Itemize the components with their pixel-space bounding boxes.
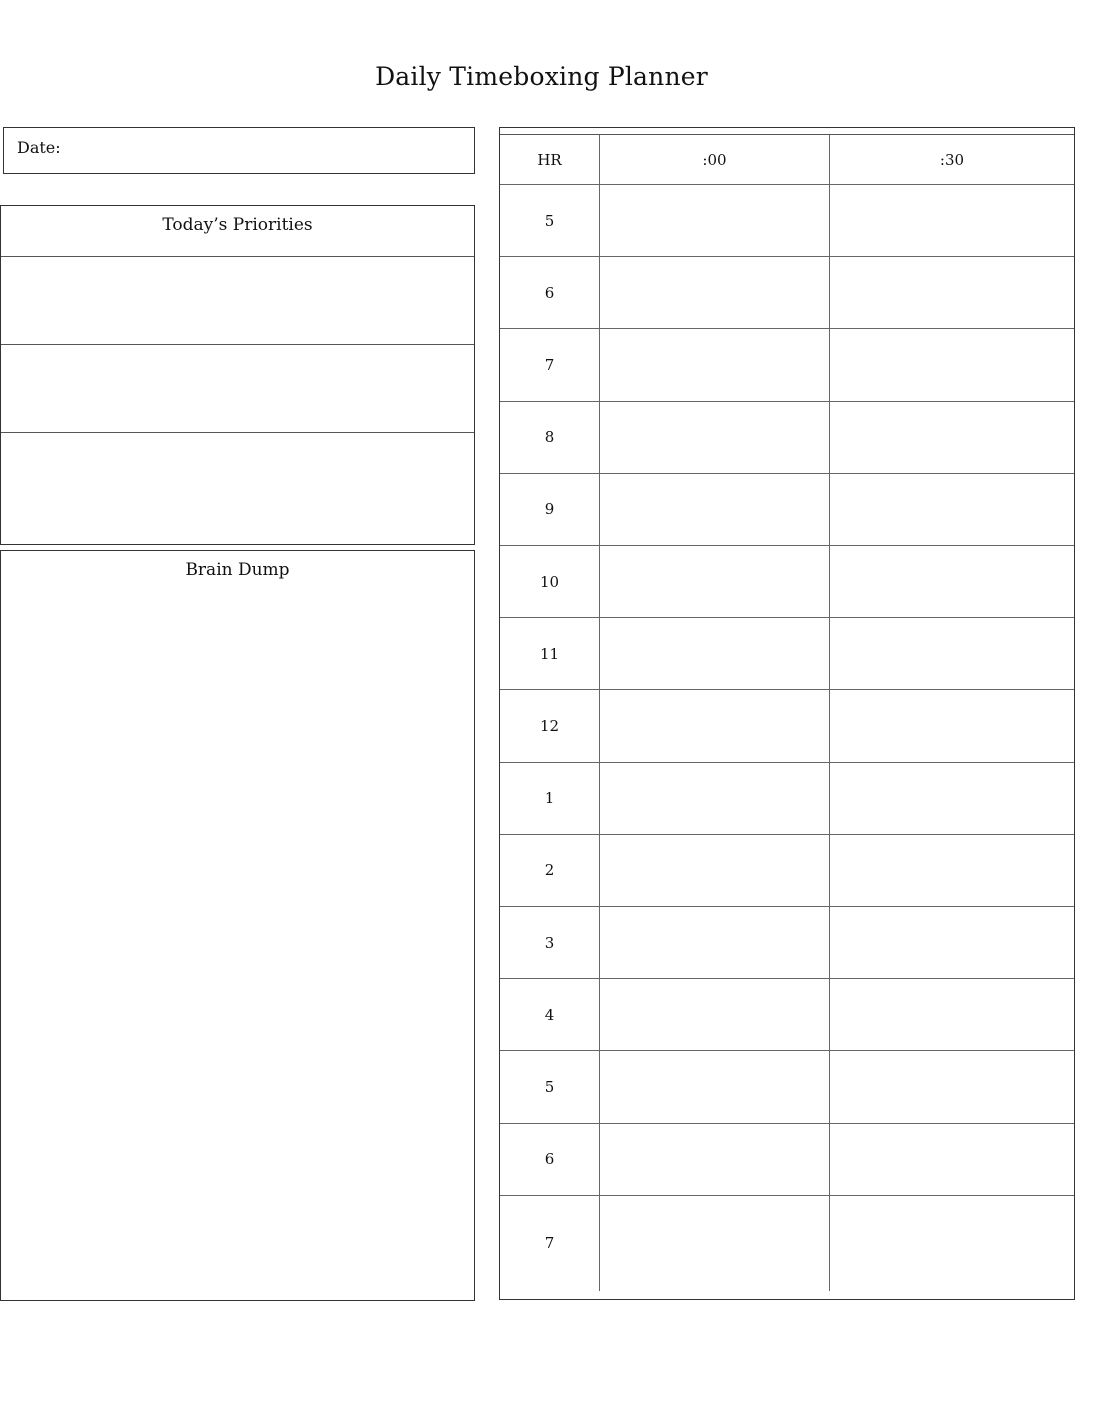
schedule-header-row <box>500 135 1074 185</box>
slot-00[interactable] <box>600 546 830 617</box>
slot-00[interactable] <box>600 618 830 689</box>
schedule-row <box>500 1196 1074 1299</box>
schedule-row <box>500 835 1074 907</box>
slot-00[interactable] <box>600 835 830 906</box>
slot-30[interactable] <box>830 1196 1074 1299</box>
priorities-heading: Today’s Priorities <box>1 206 474 257</box>
hour-label: 5 <box>500 1051 600 1122</box>
slot-30[interactable] <box>830 257 1074 328</box>
schedule-grid <box>500 135 1074 1299</box>
hour-label: 11 <box>500 618 600 689</box>
slot-30[interactable] <box>830 329 1074 400</box>
column-header-hr: HR <box>500 135 600 184</box>
slot-00[interactable] <box>600 1051 830 1122</box>
schedule-row <box>500 329 1074 401</box>
hour-label: 5 <box>500 185 600 256</box>
slot-30[interactable] <box>830 1124 1074 1195</box>
hour-label: 1 <box>500 763 600 834</box>
hour-label: 2 <box>500 835 600 906</box>
slot-30[interactable] <box>830 185 1074 256</box>
slot-00[interactable] <box>600 907 830 978</box>
priority-row-1[interactable] <box>1 257 474 345</box>
schedule-row <box>500 185 1074 257</box>
brain-dump-section[interactable] <box>0 550 475 1301</box>
priority-row-3[interactable] <box>1 433 474 543</box>
column-header-00: :00 <box>600 135 830 184</box>
hour-label: 6 <box>500 257 600 328</box>
hour-label: 3 <box>500 907 600 978</box>
slot-30[interactable] <box>830 979 1074 1050</box>
schedule-row <box>500 1124 1074 1196</box>
hour-label: 7 <box>500 329 600 400</box>
priorities-section <box>0 205 475 545</box>
schedule-row <box>500 979 1074 1051</box>
slot-00[interactable] <box>600 1124 830 1195</box>
page-title: Daily Timeboxing Planner <box>375 62 708 91</box>
slot-30[interactable] <box>830 474 1074 545</box>
slot-30[interactable] <box>830 1051 1074 1122</box>
slot-00[interactable] <box>600 402 830 473</box>
schedule-row <box>500 257 1074 329</box>
schedule-row <box>500 763 1074 835</box>
hour-label: 4 <box>500 979 600 1050</box>
slot-30[interactable] <box>830 835 1074 906</box>
schedule-row <box>500 618 1074 690</box>
slot-30[interactable] <box>830 402 1074 473</box>
slot-00[interactable] <box>600 185 830 256</box>
hour-label: 7 <box>500 1196 600 1291</box>
slot-00[interactable] <box>600 329 830 400</box>
schedule-row <box>500 402 1074 474</box>
slot-30[interactable] <box>830 907 1074 978</box>
slot-30[interactable] <box>830 690 1074 761</box>
hour-label: 10 <box>500 546 600 617</box>
slot-00[interactable] <box>600 763 830 834</box>
slot-00[interactable] <box>600 979 830 1050</box>
hour-label: 6 <box>500 1124 600 1195</box>
schedule-row <box>500 474 1074 546</box>
slot-00[interactable] <box>600 1196 830 1291</box>
slot-30[interactable] <box>830 763 1074 834</box>
slot-00[interactable] <box>600 474 830 545</box>
schedule-row <box>500 546 1074 618</box>
hour-label: 12 <box>500 690 600 761</box>
schedule-row <box>500 1051 1074 1123</box>
brain-dump-heading: Brain Dump <box>185 560 290 580</box>
slot-00[interactable] <box>600 690 830 761</box>
slot-30[interactable] <box>830 546 1074 617</box>
slot-00[interactable] <box>600 257 830 328</box>
priority-row-2[interactable] <box>1 345 474 433</box>
column-header-30: :30 <box>939 150 965 169</box>
schedule-row <box>500 907 1074 979</box>
date-field[interactable] <box>3 127 475 174</box>
hour-label: 8 <box>500 402 600 473</box>
hour-label: 9 <box>500 474 600 545</box>
date-label: Date: <box>17 138 61 157</box>
slot-30[interactable] <box>830 618 1074 689</box>
schedule-row <box>500 690 1074 762</box>
schedule-table <box>499 127 1075 1300</box>
